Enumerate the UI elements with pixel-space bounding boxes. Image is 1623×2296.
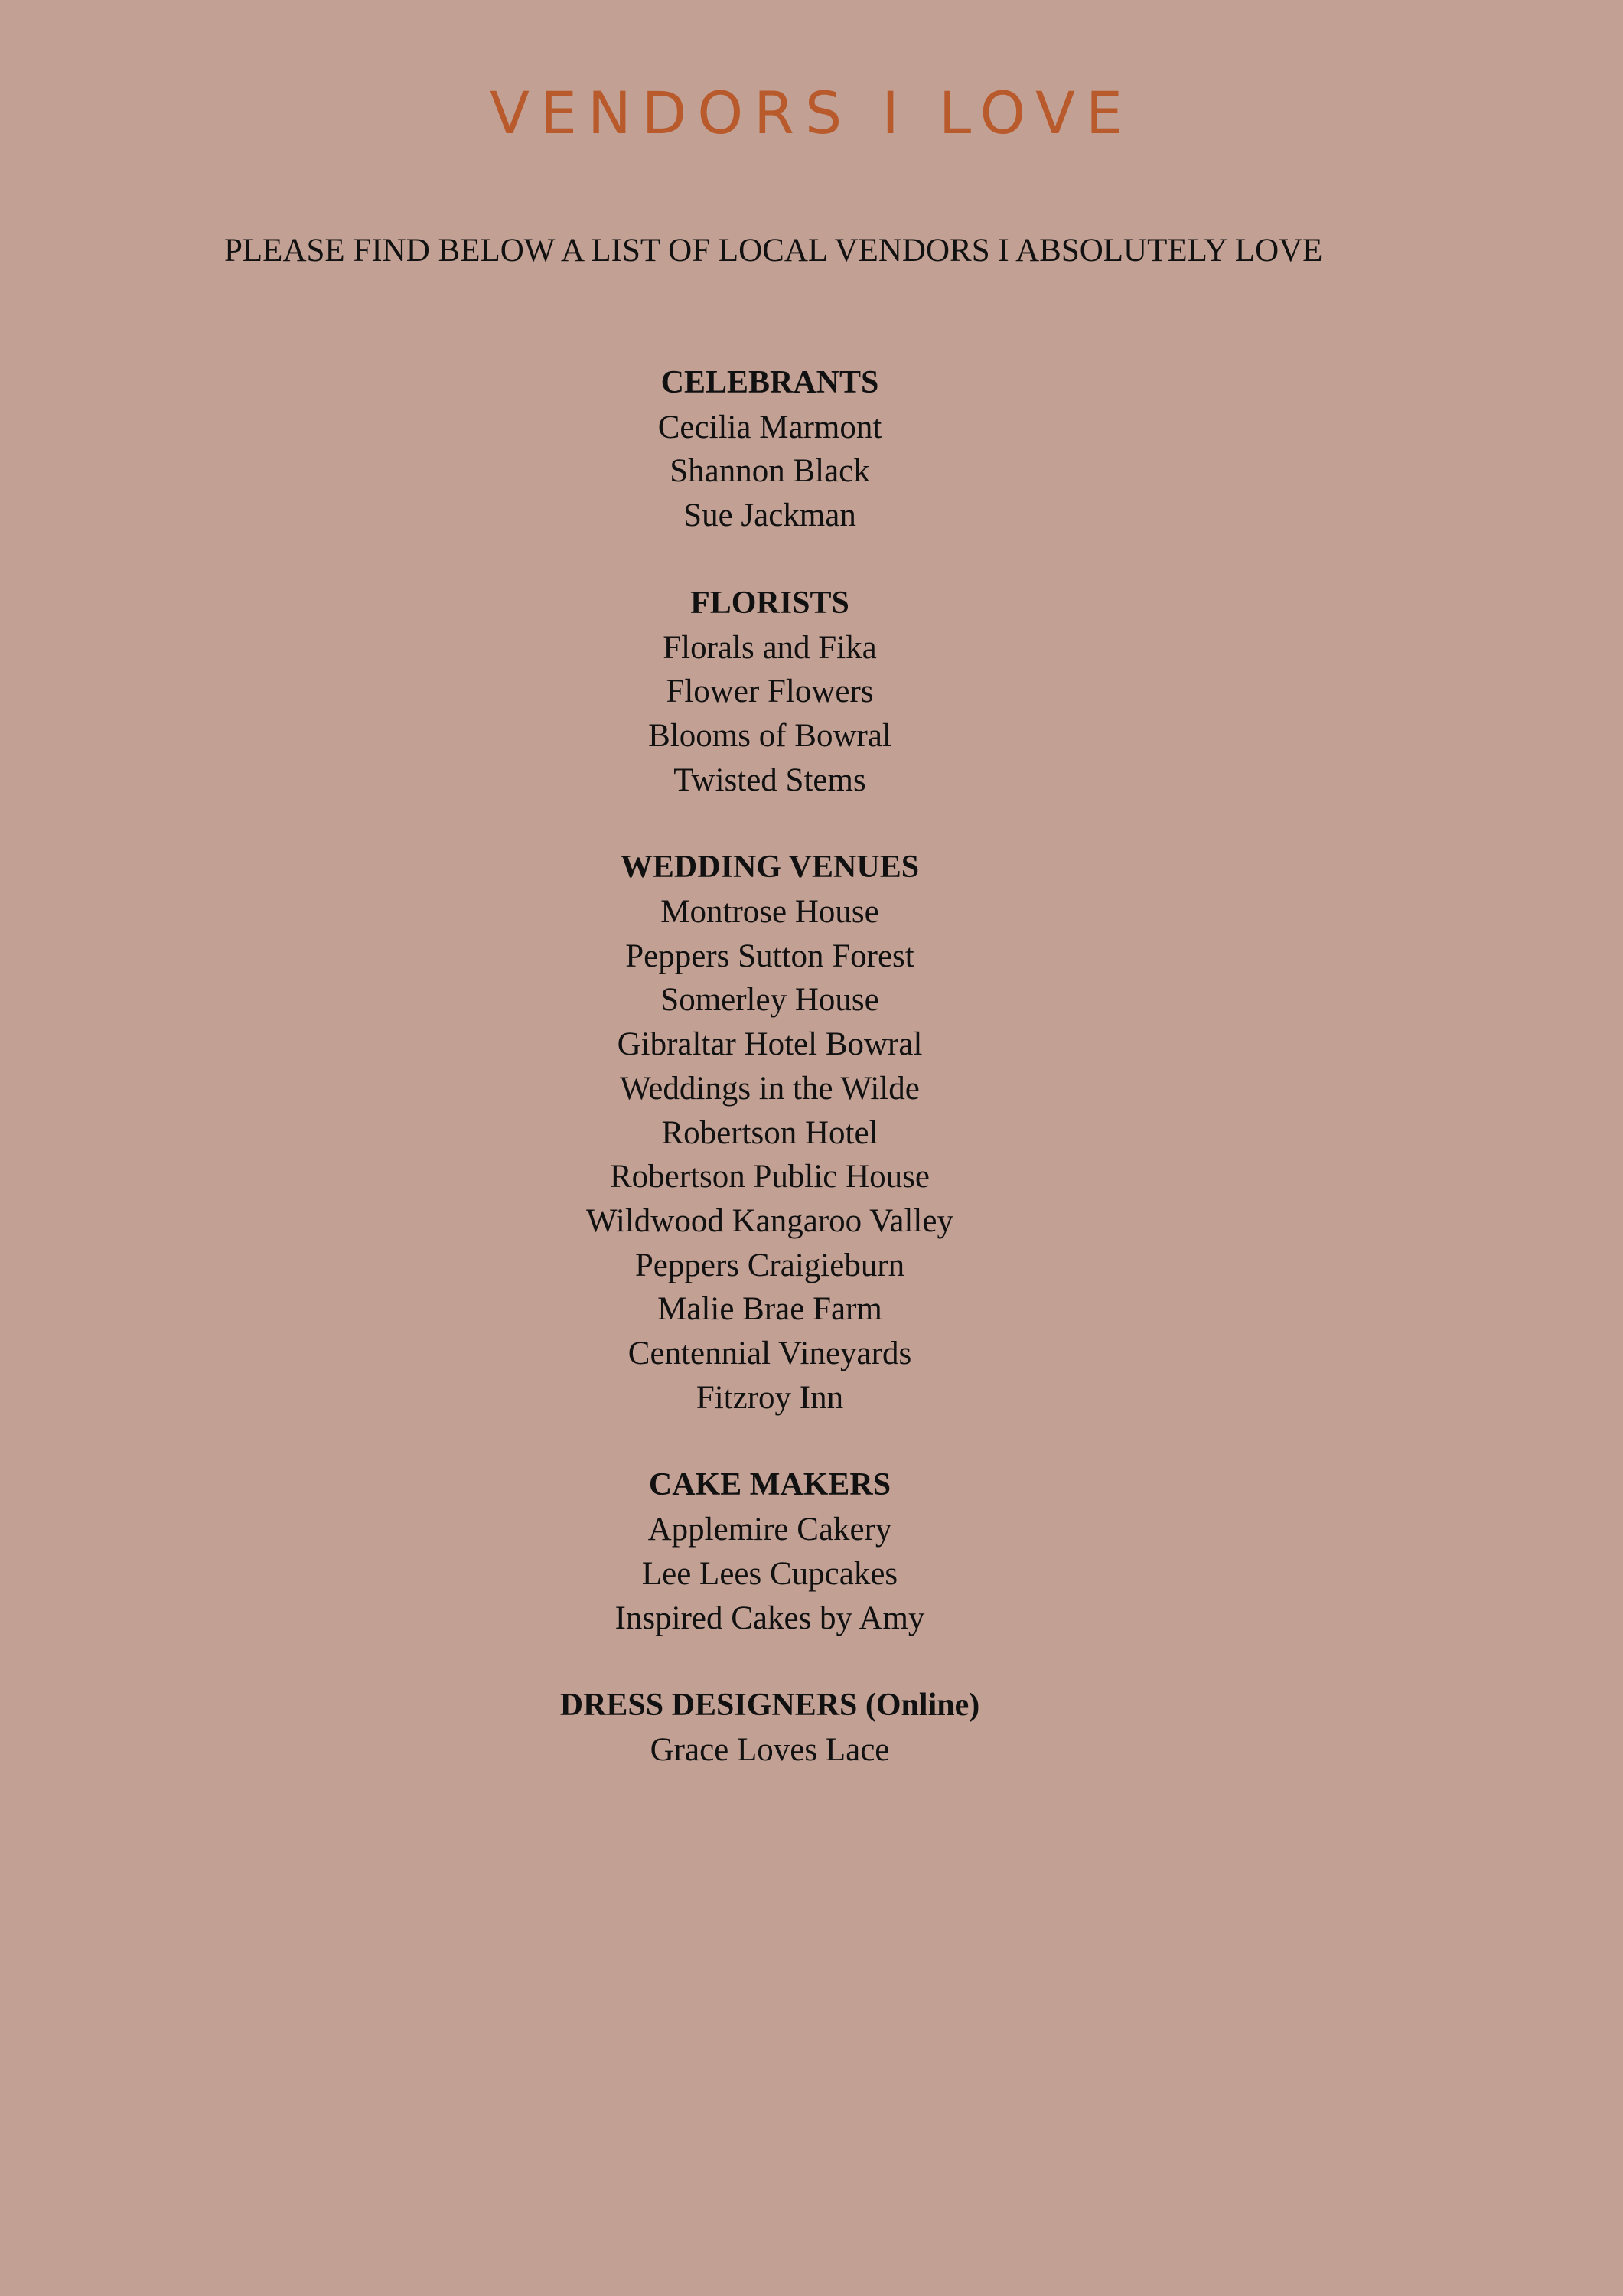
vendor-section xyxy=(464,361,1076,538)
page-title: VENDORS I LOVE xyxy=(489,79,1134,147)
vendor-list xyxy=(464,626,1076,803)
vendor-sections xyxy=(464,361,1076,1816)
vendor-section xyxy=(464,582,1076,803)
section-heading: FLORISTS xyxy=(690,585,849,621)
vendor-list xyxy=(464,1728,1076,1773)
vendor-item: Robertson Public House xyxy=(609,1159,930,1195)
section-heading: CELEBRANTS xyxy=(660,365,879,400)
vendor-item: Sue Jackman xyxy=(683,497,856,534)
vendor-item: Inspired Cakes by Amy xyxy=(614,1600,925,1636)
vendor-item: Applemire Cakery xyxy=(647,1512,892,1548)
vendor-list xyxy=(464,406,1076,538)
section-heading: WEDDING VENUES xyxy=(620,850,920,885)
vendor-item: Somerley House xyxy=(660,982,879,1019)
vendor-item: Florals and Fika xyxy=(663,629,877,666)
vendor-item: Peppers Craigieburn xyxy=(634,1247,905,1283)
vendor-item: Shannon Black xyxy=(670,453,870,490)
vendor-section xyxy=(464,1684,1076,1772)
vendor-item: Gibraltar Hotel Bowral xyxy=(617,1026,923,1063)
vendor-item: Malie Brae Farm xyxy=(657,1291,882,1328)
vendor-list xyxy=(464,890,1076,1420)
vendor-item: Wildwood Kangaroo Valley xyxy=(586,1202,953,1239)
vendor-item: Cecilia Marmont xyxy=(657,409,882,445)
vendor-item: Lee Lees Cupcakes xyxy=(641,1555,898,1592)
vendor-list xyxy=(464,1508,1076,1640)
vendor-item: Fitzroy Inn xyxy=(696,1379,844,1416)
vendor-item: Grace Loves Lace xyxy=(650,1731,890,1768)
section-heading: CAKE MAKERS xyxy=(648,1467,891,1503)
vendor-section xyxy=(464,1463,1076,1640)
vendor-item: Flower Flowers xyxy=(666,673,874,710)
vendor-item: Twisted Stems xyxy=(673,762,866,798)
vendor-section xyxy=(464,846,1076,1420)
vendor-item: Centennial Vineyards xyxy=(627,1336,912,1372)
vendor-item: Peppers Sutton Forest xyxy=(625,938,914,974)
vendor-item: Montrose House xyxy=(660,894,879,931)
page-subtitle: PLEASE FIND BELOW A LIST OF LOCAL VENDORS I ABSOLUTELY LOVE xyxy=(224,233,1323,269)
vendor-item: Weddings in the Wilde xyxy=(620,1070,920,1107)
vendor-item: Blooms of Bowral xyxy=(648,717,891,754)
section-heading: DRESS DESIGNERS (Online) xyxy=(559,1688,980,1724)
vendor-item: Robertson Hotel xyxy=(661,1114,878,1151)
